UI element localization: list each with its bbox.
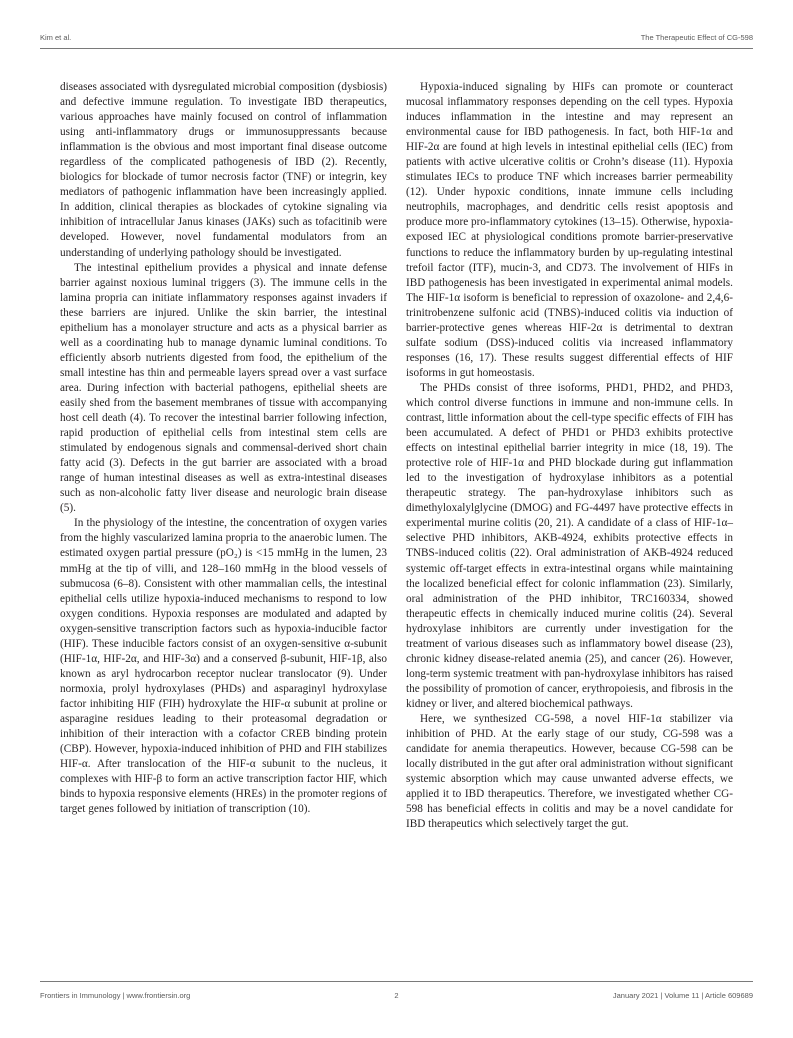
page-number: 2 (394, 990, 399, 1000)
footer-rule (40, 981, 753, 982)
paragraph: In the physiology of the intestine, the concentration of oxygen varies from the highly vascularized lamina propria to the anaerobic lumen. The estimated oxygen partial pressure (pO₂) is <15 mmHg in the lumen, 23 mmHg at the tip of villi, and 128–160 mmHg in the blood vessels of submucosa (6–8). Consistent with other mammalian cells, the intestinal epithelial cells utilize hypoxia-induced mechanisms to respond to low oxygen conditions. Hypoxia responses are modulated and adapted by oxygen-sensitive transcription factors such as hypoxia-inducible factor (HIF). These inducible factors consist of an oxygen-sensitive α-subunit (HIF-1α, HIF-2α, and HIF-3α) and a conserved β-subunit, HIF-1β, also known as aryl hydrocarbon receptor nuclear translocator (9). Under normoxia, prolyl hydroxylases (PHDs) and asparaginyl hydroxylase factor inhibiting HIF (FIH) hydroxylate the HIF-α subunit at proline or asparagine residues leading to their proteasomal degradation or inhibition of their interaction with a cofactor CREB binding protein (CBP). However, hypoxia-induced inhibition of PHD and FIH stabilizes HIF-α. After translocation of the HIF-α subunit to the nucleus, it complexes with HIF-β to form an active transcription factor HIF, which binds to hypoxia responsive elements (HREs) in the promoter regions of target genes followed by initiation of transcription (10). (60, 517, 387, 816)
left-column (60, 80, 387, 832)
header-rule (40, 48, 753, 49)
header-short-title: The Therapeutic Effect of CG-598 (640, 32, 753, 42)
footer-journal: Frontiers in Immunology | www.frontiersin.org (40, 990, 191, 1000)
header-authors: Kim et al. (40, 32, 72, 42)
paragraph: Here, we synthesized CG-598, a novel HIF-1α stabilizer via inhibition of PHD. At the early stage of our study, CG-598 was a candidate for anemia therapeutics. However, because CG-598 can be locally distributed in the gut after oral administration without significant systemic absorption which may cause unwanted adverse effects, we applied it to IBD therapeutics. Therefore, we investigated whether CG-598 has beneficial effects in colitis and may be a novel candidate for IBD therapeutics which selectively target the gut. (406, 712, 733, 831)
paragraph: The intestinal epithelium provides a physical and innate defense barrier against noxious luminal triggers (3). The immune cells in the lamina propria can initiate inflammatory responses against invaders if these barriers are injured. Unlike the skin barrier, the intestinal epithelium has a monolayer structure and acts as a physical barrier as well as a coordinating hub to manage dynamic luminal conditions. To efficiently absorb nutrients digested from food, the epithelium of the small intestine has thin and permeable layers spread over a vast surface area. During infection with bacterial pathogens, epithelial sheets are easily shed from the basement membranes of tissue with accompanying host cell death (4). To recover the intestinal barrier following infection, rapid production of epithelial cells from intestinal stem cells are stimulated by endogenous signals and commensal-derived short chain fatty acid (3). Defects in the gut barrier are associated with a broad range of human intestinal diseases as well as extra-intestinal diseases such as non-alcoholic fatty liver disease and neurologic brain disease (5). (60, 261, 387, 515)
paragraph: diseases associated with dysregulated microbial composition (dysbiosis) and defective immune regulation. To investigate IBD therapeutics, various approaches have mainly focused on control of inflammation using anti-inflammatory drugs or immunosuppressants because inflammation is the obvious and most important final disease outcome regardless of the complicated pathogenesis of IBD (2). Recently, biologics for blockade of tumor necrosis factor (TNF) or integrin, key mediators of pathogenic inflammation have been increasingly applied. In addition, clinical therapies as blockades of cytokine signaling via inhibition of intracellular Janus kinases (JAKs) such as tofacitinib were developed. However, novel fundamental modulators from an understanding of underlying pathology should be investigated. (60, 81, 387, 259)
paragraph: The PHDs consist of three isoforms, PHD1, PHD2, and PHD3, which control diverse functions in immune and non-immune cells. In contrast, little information about the cell-type specific effects of FIH has been accumulated. A defect of PHD1 or PHD3 exhibits protective effects on intestinal epithelial barrier integrity in mice (18, 19). The protective role of HIF-1α and PHD blockade during gut inflammation led to the investigation of hydroxylase inhibitors as a potential therapeutic strategy. The pan-hydroxylase inhibitors such as dimethyloxalylglycine (DMOG) and FG-4497 have protective effects in experimental murine colitis (20, 21). A candidate of a class of HIF-1α–selective PHD inhibitors, AKB-4924, exhibits protective effects in TNBS-induced colitis (22). Oral administration of AKB-4924 reduced systemic off-target effects in extra-intestinal organs while maintaining the localized beneficial effect for colonic inflammation (23). Similarly, oral administration of the PHD inhibitor, TRC160334, showed therapeutic effects in chemically induced murine colitis (24). Several hydroxylase inhibitors are currently under investigation for the treatment of various diseases such as inflammatory bowel disease (23), chronic kidney disease-related anemia (25), and cancer (26). However, long-term systemic treatment with pan-hydroxylase inhibitors has raised the possibility of promotion of cancer, erythropoiesis, and fibrosis in the kidney or liver, and altered biochemical pathways. (406, 381, 733, 710)
paragraph: Hypoxia-induced signaling by HIFs can promote or counteract mucosal inflammatory responses depending on the cell types. Hypoxia induces inflammation in the intestine and may represent an environmental cause for IBD pathogenesis. In fact, both HIF-1α and HIF-2α are found at high levels in intestinal epithelial cells (IEC) from patients with active ulcerative colitis or Crohn’s disease (11). Hypoxia stimulates IECs to produce TNF which increases barrier permeability (12). Under hypoxic conditions, innate immune cells including neutrophils, macrophages, and dendritic cells resist apoptosis and produce more pro-inflammatory cytokines (13–15). Otherwise, hypoxia-exposed IEC at physiological conditions promote barrier-preservative functions to reduce the inflammatory burden by up-regulating intestinal trefoil factor (ITF), mucin-3, and CD73. The involvement of HIFs in IBD pathogenesis has been investigated in experimental animal models. The HIF-1α isoform is beneficial to repression of oxazolone- and 2,4,6-trinitrobenzene sulfonic acid (TNBS)-induced colitis via induction of barrier-protective genes whereas HIF-2α is detrimental to dextran sulfate sodium (DSS)-induced colitis via increased inflammatory responses (16, 17). These results suggest differential effects of HIF isoforms in gut homeostasis. (406, 81, 733, 379)
footer-issue: January 2021 | Volume 11 | Article 609689 (612, 990, 753, 1000)
right-column (406, 80, 733, 832)
running-header (40, 28, 753, 46)
running-footer (40, 988, 753, 1002)
body-columns (60, 80, 733, 832)
